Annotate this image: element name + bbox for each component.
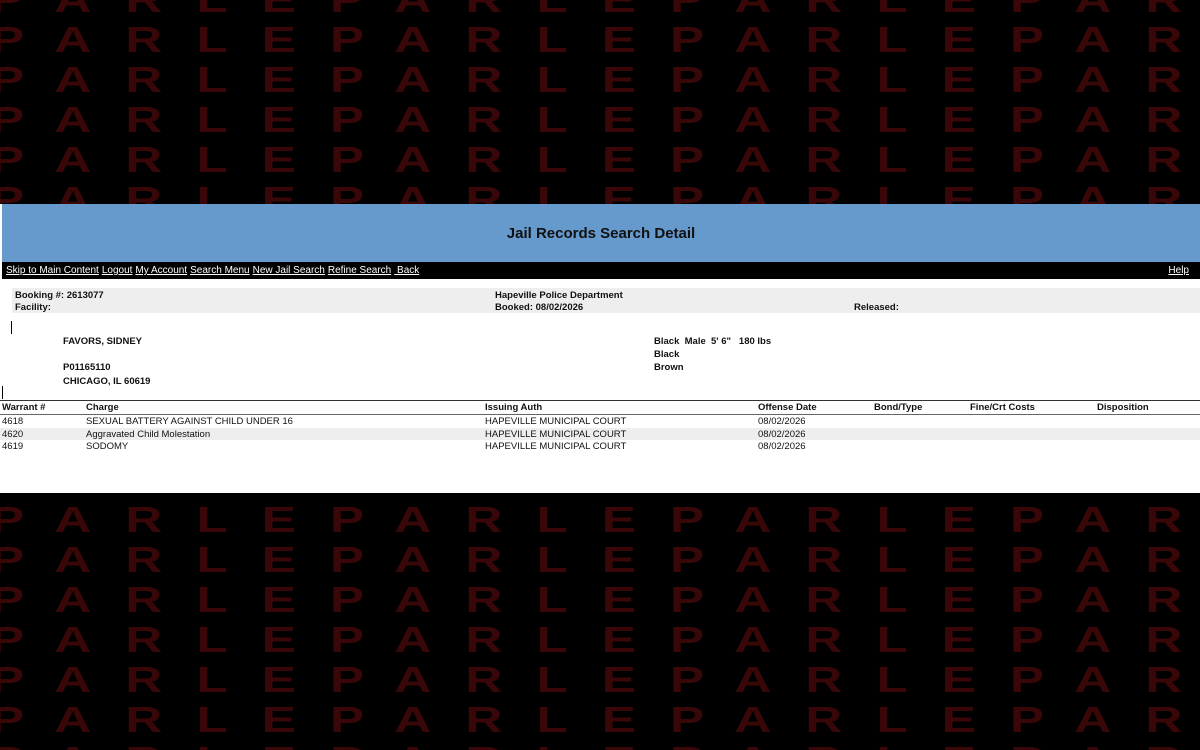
table-cell: SEXUAL BATTERY AGAINST CHILD UNDER 16 (86, 416, 293, 427)
nav-links (6, 265, 422, 276)
nav-link-skip-to-main-content[interactable]: Skip to Main Content (6, 265, 99, 276)
column-header: Warrant # (2, 402, 46, 413)
nav-link-refine-search[interactable]: Refine Search (327, 265, 392, 276)
help-link[interactable]: Help (1168, 265, 1189, 276)
text-cursor (2, 386, 3, 399)
inmate-id: P01165110 (63, 362, 111, 373)
table-cell: HAPEVILLE MUNICIPAL COURT (485, 416, 627, 427)
table-cell: HAPEVILLE MUNICIPAL COURT (485, 428, 627, 440)
table-cell: 4619 (2, 441, 24, 452)
table-cell: 08/02/2026 (758, 441, 806, 452)
inmate-city: CHICAGO, IL 60619 (63, 376, 151, 387)
table-cell: Aggravated Child Molestation (86, 428, 211, 440)
page-title: Jail Records Search Detail (2, 204, 1200, 262)
inmate-eyes: Brown (654, 362, 684, 373)
column-header: Fine/Crt Costs (970, 402, 1035, 413)
column-header: Disposition (1097, 402, 1149, 413)
inmate-descriptors: Black Male 5' 6" 180 lbs (654, 336, 772, 347)
table-cell: SODOMY (86, 441, 129, 452)
table-cell: 08/02/2026 (758, 428, 806, 440)
agency-name: Hapeville Police Department (495, 290, 623, 301)
table-row (0, 440, 1200, 453)
nav-link-logout[interactable]: Logout (101, 265, 133, 276)
inmate-hair: Black (654, 349, 680, 360)
table-row (0, 415, 1200, 428)
nav-link-back[interactable]: Back (394, 265, 420, 276)
nav-link-new-jail-search[interactable]: New Jail Search (252, 265, 325, 276)
detail-panel (0, 204, 1200, 493)
inmate-name: FAVORS, SIDNEY (63, 336, 143, 347)
nav-link-my-account[interactable]: My Account (135, 265, 188, 276)
table-cell: 4618 (2, 416, 24, 427)
charges-table (0, 400, 1200, 453)
facility-label: Facility: (15, 302, 51, 313)
table-cell: HAPEVILLE MUNICIPAL COURT (485, 441, 627, 452)
text-cursor (11, 321, 12, 334)
booked-date: Booked: 08/02/2026 (495, 302, 584, 313)
nav-link-search-menu[interactable]: Search Menu (190, 265, 250, 276)
table-row (0, 428, 1200, 441)
table-cell: 08/02/2026 (758, 416, 806, 427)
table-header (0, 401, 1200, 415)
booking-summary (12, 288, 1200, 313)
column-header: Bond/Type (874, 402, 923, 413)
column-header: Offense Date (758, 402, 817, 413)
nav-bar (2, 262, 1200, 279)
column-header: Charge (86, 402, 119, 413)
released-label: Released: (854, 302, 899, 313)
column-header: Issuing Auth (485, 402, 543, 413)
booking-number: Booking #: 2613077 (15, 290, 104, 301)
table-cell: 4620 (2, 428, 24, 440)
